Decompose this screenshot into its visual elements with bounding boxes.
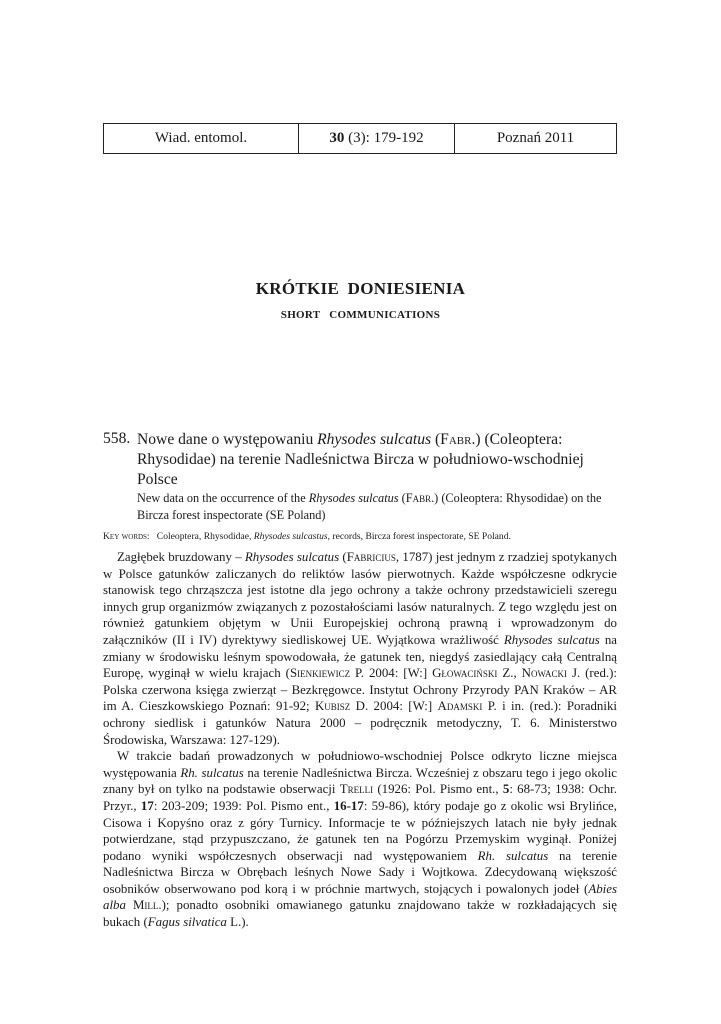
article-number: 558. [103,430,131,447]
section-subtitle: SHORT COMMUNICATIONS [280,309,441,321]
author-name: Fabr. [440,431,476,448]
key-words: Key words: Coleoptera, Rhysodidae, Rhysodes sulcastus, records, Bircza forest inspectorate, SE Poland. [103,531,511,542]
volume-number: 30 [329,130,345,146]
paragraph-2: W trakcie badań prowadzonych w południowo-wschodniej Polsce odkryto liczne miejsca występowania Rh. sulcatus na terenie Nadleśnictwa Bircza. Wcześniej z obszaru tego i jego okolic znany był on tylko na podstawie obserwacji Trelli (1926: Pol. Pismo ent., 5: 68-73; 1938: Ochr. Przyr., 17: 203-209; 1939: Pol. Pismo ent., 16-17: 59-86), który podaje go z okolic wsi Brylińce, Cisowa i Kopyśno oraz z góry Turnicy. Informacje te w późniejszych latach nie były jednak potwierdzane, stąd przypuszczano, że gatunek ten na Pogórzu Przemyskim wyginął. Poniżej podano wyniki współczesnych obserwacji nad występowaniem Rh. sulcatus na terenie Nadleśnictwa Bircza w Obrębach leśnych Nowe Sady i Wojtkowa. Zdecydowaną większość osobników obserwowano pod korą i w próchnie martwych, stojących i powalonych jodeł (Abies alba Mill.); ponadto osobniki omawianego gatunku znajdowano także w rozkładających się bukach (Fagus silvatica L.). [103,749,618,930]
journal-header-table [103,123,617,154]
paragraph-1: Zagłębek bruzdowany – Rhysodes sulcatus (Fabricius, 1787) jest jednym z rzadziej spotykanych w Polsce gatunków zaliczanych do reliktów lasów pierwotnych. Każde współczesne odkrycie stanowisk tego chrząszcza jest istotne dla jego ochrony a także ochrony przedstawicieli szeregu innych grup organizmów związanych z pozostałościami lasów naturalnych. Z tego względu jest on również gatunkiem objętym w Unii Europejskiej ochroną prawną i wprowadzonym do załączników (II i IV) dyrektywy siedliskowej UE. Wyjątkowa wrażliwość Rhysodes sulcatus na zmiany w środowisku leśnym spowodowała, że gatunek ten, niegdyś zasiedlający całą Centralną Europę, wyginął w wielu krajach (Sienkiewicz P. 2004: [W:] Głowaciński Z., Nowacki J. (red.): Polska czerwona księga zwierząt – Bezkręgowce. Instytut Ochrony Przyrody PAN Kraków – AR im A. Cieszkowskiego Poznań: 91-92; Kubisz D. 2004: [W:] Adamski P. i in. (red.): Poradniki ochrony siedlisk i gatunków Natura 2000 – podręcznik metodyczny, T. 6. Ministerstwo Środowiska, Warszawa: 127-129). [103,550,618,747]
english-title: New data on the occurrence of the Rhysodes sulcatus (Fabr.) (Coleoptera: Rhysodidae) on the Bircza forest inspectorate (SE Poland) [137,491,602,522]
section-title: KRÓTKIE DONIESIENIA [255,279,466,298]
species-name: Rhysodes sulcatus [308,491,399,505]
volume-cell [299,124,455,153]
place-year-cell [455,124,616,153]
author-name: Fabr. [405,491,435,505]
body-text [103,549,617,931]
key-words-label: Key words: [103,531,150,542]
article-title: Nowe dane o występowaniu Rhysodes sulcatus (Fabr.) (Coleoptera: Rhysodidae) na terenie Nadleśnictwa Bircza w południowo-wschodniej Polsce [137,431,584,488]
species-name: Rhysodes sulcatus [317,431,432,448]
journal-name: Wiad. entomol. [154,130,248,146]
place-year: Poznań 2011 [496,130,575,146]
journal-name-cell [104,124,299,153]
issue-pages: (3): 179-192 [344,130,424,146]
